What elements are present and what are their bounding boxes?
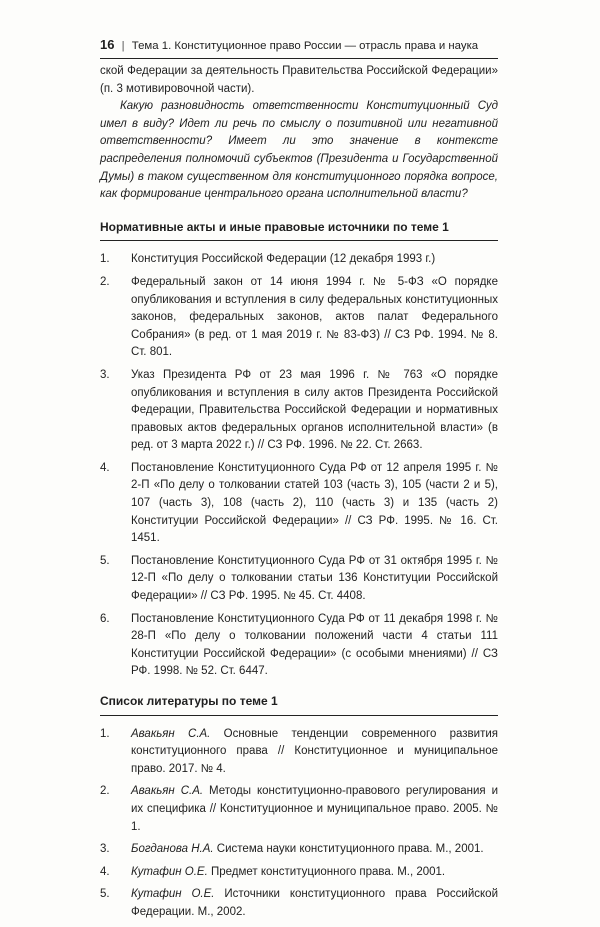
literature-list bbox=[100, 726, 498, 922]
page-number: 16 bbox=[100, 37, 115, 52]
header-separator: | bbox=[121, 40, 125, 52]
item-number: 5. bbox=[100, 554, 110, 567]
literature-heading: Список литературы по теме 1 bbox=[100, 693, 498, 716]
literature-item bbox=[100, 864, 498, 882]
running-header bbox=[100, 37, 498, 54]
item-text: Постановление Конституционного Суда РФ от 31 октября 1995 г. № 12-П «По делу о толковании статьи 136 Конституции Российской Федерации» // СЗ РФ. 1995. № 45. Ст. 4408. bbox=[131, 554, 498, 603]
item-text: Указ Президента РФ от 23 мая 1996 г. № 763 «О порядке опубликования и вступления в силу актов Президента Российской Федерации, Правительства Российской Федерации и нормативных правовых актов федеральных органов исполнительной власти» (в ред. от 3 марта 2022 г.) // СЗ РФ. 1996. № 22. Ст. 2663. bbox=[131, 368, 498, 452]
item-text: Источники конституционного права Российской Федерации. М., 2002. bbox=[131, 888, 499, 918]
source-item bbox=[100, 251, 498, 269]
item-author: Богданова Н.А. bbox=[131, 843, 214, 856]
item-number: 3. bbox=[100, 368, 110, 381]
item-text: Постановление Конституционного Суда РФ от 12 апреля 1995 г. № 2-П «По делу о толковании статей 103 (часть 3), 105 (части 2 и 5), 107 (часть 3), 108 (часть 2), 110 (часть 3) и 135 (часть 2) Конституции Российской Федерации» // СЗ РФ. 1995. № 16. Ст. 1451. bbox=[131, 461, 498, 545]
source-item bbox=[100, 611, 498, 681]
item-author: Авакьян С.А. bbox=[131, 727, 211, 740]
item-text: Предмет конституционного права. М., 2001. bbox=[207, 865, 446, 878]
literature-item bbox=[100, 886, 498, 921]
header-rule bbox=[100, 58, 498, 59]
item-number: 6. bbox=[100, 612, 110, 625]
literature-item bbox=[100, 841, 498, 859]
item-text: Конституция Российской Федерации (12 декабря 1993 г.) bbox=[131, 253, 436, 266]
item-number: 4. bbox=[100, 865, 110, 878]
page-body bbox=[100, 63, 498, 927]
source-item bbox=[100, 553, 498, 606]
item-author: Кутафин О.Е. bbox=[131, 865, 208, 878]
item-number: 4. bbox=[100, 461, 110, 474]
item-text: Система науки конституционного права. М., 2001. bbox=[213, 843, 484, 856]
item-number: 3. bbox=[100, 843, 110, 856]
source-item bbox=[100, 367, 498, 455]
source-item bbox=[100, 274, 498, 362]
item-author: Авакьян С.А. bbox=[131, 785, 204, 798]
literature-item bbox=[100, 783, 498, 836]
item-text: Методы конституционно-правового регулирования и их специфика // Конституционное и муниципальное право. 2005. № 1. bbox=[131, 785, 499, 833]
item-number: 1. bbox=[100, 253, 110, 266]
sources-heading: Нормативные акты и иные правовые источники по теме 1 bbox=[100, 219, 498, 242]
item-text: Постановление Конституционного Суда РФ от 11 декабря 1998 г. № 28-П «По делу о толковании положений части 4 статьи 111 Конституции Российской Федерации» (с особыми мнениями) // СЗ РФ. 1998. № 52. Ст. 6447. bbox=[131, 612, 498, 678]
discussion-question: Какую разновидность ответственности Конституционный Суд имел в виду? Идет ли речь по смыслу о позитивной или негативной ответственности? Имеет ли это значение в контексте распределения полномочий субъектов (Президента и Государственной Думы) в таком существенном для конституционного порядка вопросе, как формирование центрального органа исполнительной власти? bbox=[100, 100, 498, 201]
running-title: Тема 1. Конституционное право России — отрасль права и наука bbox=[131, 40, 479, 52]
item-text: Федеральный закон от 14 июня 1994 г. № 5-ФЗ «О порядке опубликования и вступления в силу федеральных конституционных законов, федеральных законов, актов палат Федерального Собрания» (в ред. от 1 мая 2019 г. № 83-ФЗ) // СЗ РФ. 1994. № 8. Ст. 801. bbox=[131, 275, 498, 359]
item-number: 2. bbox=[100, 275, 110, 288]
sources-list bbox=[100, 251, 498, 681]
item-number: 2. bbox=[100, 785, 110, 798]
item-number: 1. bbox=[100, 727, 110, 740]
item-text: Основные тенденции современного развития конституционного права // Конституционное и муниципальное право. 2017. № 4. bbox=[131, 727, 499, 775]
item-author: Кутафин О.Е. bbox=[131, 888, 215, 901]
source-item bbox=[100, 460, 498, 548]
literature-item bbox=[100, 726, 498, 779]
intro-paragraph: ской Федерации за деятельность Правительства Российской Федерации» (п. 3 мотивировочной части). bbox=[100, 65, 498, 95]
item-number: 5. bbox=[100, 888, 110, 901]
